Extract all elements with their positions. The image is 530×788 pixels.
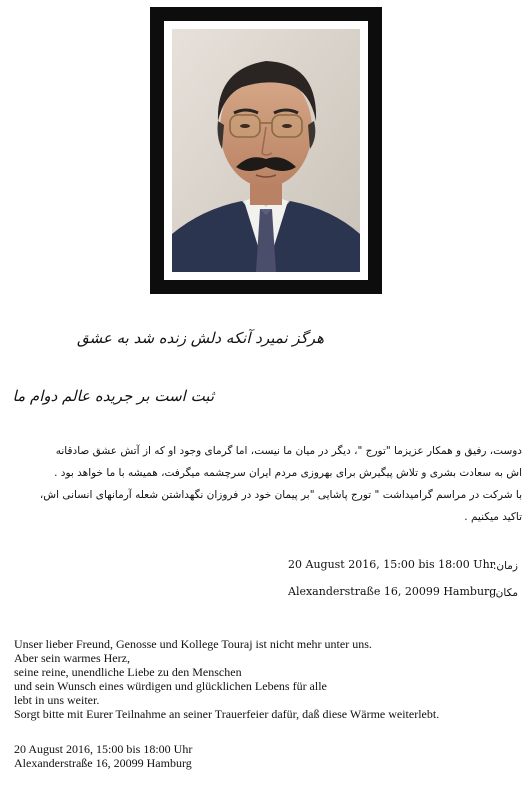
portrait-illustration: [172, 29, 360, 272]
persian-line-2: اش به سعادت بشری و تلاش پیگیرش برای بهروزی مردم ایران سرچشمه میگرفت، همیشه با ما خواهد بود .: [54, 467, 522, 479]
portrait-photo: [172, 29, 360, 272]
german-line-4: und sein Wunsch eines würdigen und glücklichen Lebens für alle: [14, 679, 327, 693]
portrait-frame: [150, 7, 382, 294]
persian-line-1: دوست، رفیق و همکار عزیزما "تورج "، دیگر در میان ما نیست، اما گرمای وجود او که از آتش عشق صادقانه: [55, 445, 522, 457]
event-time-label: زمان:: [492, 560, 518, 572]
german-line-3: seine reine, unendliche Liebe zu den Menschen: [14, 665, 242, 679]
german-line-5: lebt in uns weiter.: [14, 693, 100, 707]
german-line-2: Aber sein warmes Herz,: [14, 651, 130, 665]
german-line-1: Unser lieber Freund, Genosse und Kollege Touraj ist nicht mehr unter uns.: [14, 637, 372, 651]
persian-line-4: تاکید میکنیم .: [464, 511, 522, 523]
german-event-address: Alexanderstraße 16, 20099 Hamburg: [14, 756, 192, 770]
event-place-label: مکان :: [488, 587, 518, 599]
event-place-value: Alexanderstraße 16, 20099 Hamburg: [288, 585, 497, 598]
poem-line-2: ثبت است بر جریده عالم دوام ما: [12, 387, 214, 405]
german-event-date: 20 August 2016, 15:00 bis 18:00 Uhr: [14, 742, 193, 756]
german-line-6: Sorgt bitte mit Eurer Teilnahme an seiner Trauerfeier dafür, daß diese Wärme weiterlebt.: [14, 707, 440, 721]
german-event-details: [14, 742, 524, 770]
poem-line-1: هرگز نمیرد آنکه دلش زنده شد به عشق: [76, 329, 324, 347]
persian-paragraph: [10, 440, 522, 528]
event-time-value: 20 August 2016, 15:00 bis 18:00 Uhr: [288, 558, 495, 571]
portrait-mat: [164, 21, 368, 280]
persian-line-3: با شرکت در مراسم گرامیداشت " تورج پاشایی "بر پیمان خود در فروزان نگهداشتن شعله آرمانهای انسانی اش،: [39, 489, 522, 501]
german-paragraph: [14, 637, 524, 721]
